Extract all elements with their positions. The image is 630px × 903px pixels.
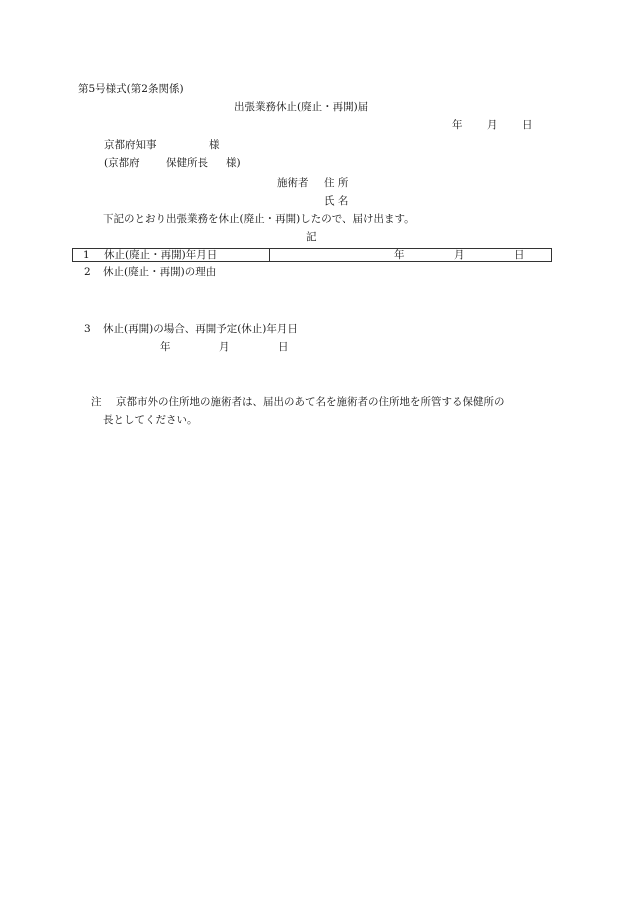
applicant-address-label: 住 所 [324,177,349,189]
item3-year: 年 [160,341,171,353]
note-line2: 長としてください。 [103,414,198,426]
note-line1: 京都市外の住所地の施術者は、届出のあて名を施術者の住所地を所管する保健所の [116,396,505,408]
item1-number: 1 [83,249,90,261]
addressee-governor: 京都府知事 [104,139,157,151]
item1-label: 休止(廃止・再開)年月日 [104,249,218,261]
applicant-name-label: 氏 名 [324,195,349,207]
item1-day: 日 [514,249,525,261]
addressee-governor-sama: 様 [209,139,220,151]
item1-month: 月 [454,249,465,261]
intro-text: 下記のとおり出張業務を休止(廃止・再開)したので、届け出ます。 [103,213,415,225]
date-day: 日 [522,119,533,131]
addressee-health-center: (京都府 [104,157,140,169]
ki-heading: 記 [306,231,317,243]
form-title: 出張業務休止(廃止・再開)届 [234,101,369,113]
item2-label: 休止(廃止・再開)の理由 [103,266,217,278]
item3-day: 日 [278,341,289,353]
addressee-health-center-sama: 様) [226,157,241,169]
form-number: 第5号様式(第2条関係) [78,83,184,95]
item1-row [72,248,552,262]
date-year: 年 [452,119,463,131]
item2-number: 2 [84,266,91,278]
addressee-health-center-title: 保健所長 [166,157,208,169]
item3-number: 3 [84,323,91,335]
item3-month: 月 [219,341,230,353]
item1-year: 年 [394,249,405,261]
applicant-role: 施術者 [277,177,309,189]
date-month: 月 [487,119,498,131]
note-mark: 注 [91,396,102,408]
item3-label: 休止(再開)の場合、再開予定(休止)年月日 [103,323,298,335]
